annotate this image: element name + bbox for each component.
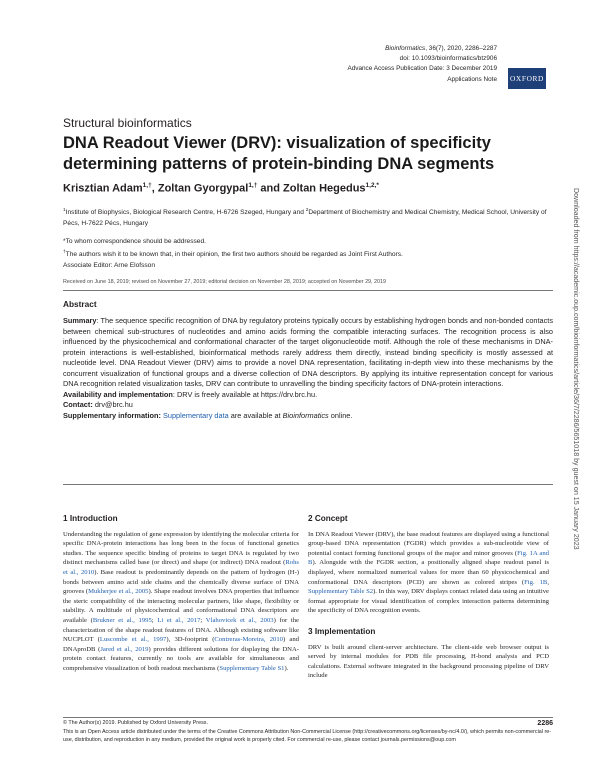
journal-name: Bioinformatics <box>385 45 426 52</box>
supplementary-table-link[interactable]: Supplementary Table S2 <box>308 588 374 596</box>
left-column <box>63 514 299 674</box>
article-type: Applications Note <box>447 75 497 83</box>
supplementary-link[interactable]: Supplementary data <box>162 410 229 420</box>
abstract-summary: Summary: The sequence specific recognition of DNA by regulatory proteins typically occurs by establishing hydrogen bonds and non-bonded contacts between chemical sub-structures of nucleotides and amino acids forming the compatible interacting surfaces. The recognition process is also influenced by the physicochemical and conformational character of the target oligonucleotide motif. Although the role of these mechanisms in DNA-protein interactions is well-established, bioinformatical methods rarely address them directly, instead binding specificity is mostly assessed at nucleotide level. DNA Readout Viewer (DRV) aims to provide a novel DNA representation, facilitating in-depth view into these mechanisms by the concurrent visualization of functional groups and a diverse collection of DNA descriptors. By applying its intuitive representation concept for various DNA recognition related visualization tasks, DRV can contribute to unravelling the binding specificity factors of DNA-protein interactions. <box>63 316 553 389</box>
implementation-paragraph: DRV is built around client-server architecture. The client-side web browser output is served by internal modules for PDB file processing, H-bond analysis and PCD calculations. External software integrated in the background processing pipeline of DRV include <box>308 643 549 680</box>
citation-link[interactable]: Contreras-Moreira, 2010 <box>214 636 283 644</box>
abstract-body <box>63 316 553 421</box>
citation-link[interactable]: Jared et al., 2019 <box>100 645 149 653</box>
introduction-heading: 1 Introduction <box>63 514 118 523</box>
received-dates: Received on June 18, 2019; revised on November 27, 2019; editorial decision on November 28, 2019; accepted on November 29, 2019 <box>63 279 387 285</box>
figure-link[interactable]: Fig. 1B <box>524 578 548 586</box>
abstract-contact: Contact: drv@brc.hu <box>63 400 133 410</box>
associate-editor: Associate Editor: Arne Elofsson <box>63 261 155 269</box>
footer-divider <box>63 717 553 718</box>
implementation-heading: 3 Implementation <box>308 626 376 636</box>
article-title: DNA Readout Viewer (DRV): visualization of specificity determining patterns of protein-binding DNA segments <box>63 134 495 173</box>
author-name: Zoltan Hegedus <box>283 182 366 195</box>
license-text: This is an Open Access article distributed under the terms of the Creative Commons Attribution Non-Commercial License (http://creativecommons.org/licenses/by-nc/4.0/), which permits non-commercial re-use, distribution, and reproduction in any medium, provided the original work is properly cited. For commercial re-use, please contact journals.permissions@oup.com <box>63 729 552 743</box>
copyright: © The Author(s) 2019. Published by Oxford University Press. <box>63 720 208 726</box>
divider <box>63 484 553 485</box>
figure-link[interactable]: Fig. 1A and B <box>308 549 549 567</box>
citation-link[interactable]: Brukner et al., 1995 <box>92 616 152 624</box>
journal-header <box>347 44 497 85</box>
access-date: Advance Access Publication Date: 3 December 2019 <box>347 65 497 73</box>
citation-link[interactable]: Supplementary Table S1 <box>219 664 285 672</box>
abstract-supplementary: Supplementary information: Supplementary data are available at Bioinformatics online. <box>63 410 353 420</box>
author-name: Krisztian Adam <box>63 182 143 195</box>
download-note <box>572 188 590 658</box>
download-note-text: Downloaded from https://academic.oup.com/bioinformatics/article/36/7/2286/5651018 by guest on 15 January 2023 <box>572 188 580 550</box>
equal-contribution-note: †The authors wish it to be known that, in their opinion, the first two authors should be regarded as Joint First Authors. <box>63 249 403 258</box>
abstract-availability: Availability and implementation: DRV is freely available at https://drv.brc.hu. <box>63 389 318 399</box>
concept-paragraph: In DNA Readout Viewer (DRV), the base readout features are displayed using a functional group-based DNA representation (FGDR) which provides a sub-nucleotide view of potential contact forming functional groups of the major and minor grooves (Fig. 1A and B). Alongside with the FGDR section, a positionally aligned shape readout panel is displayed, where normalized numerical values for more than 60 physicochemical and conformational DNA descriptors (PCD) are shown as colored stripes (Fig. 1B, Supplementary Table S2). In this way, DRV displays contact related data using an intuitive format appropriate for visual identification of complex interaction patterns determining the specificity of DNA recognition events. <box>308 530 549 615</box>
page-number: 2286 <box>537 720 553 727</box>
journal-citation: Bioinformatics, 36(7), 2020, 2286–2287 <box>385 45 497 52</box>
citation-link[interactable]: Luscombe et al., 1997 <box>99 636 167 644</box>
concept-heading: 2 Concept <box>308 514 348 523</box>
author-notes <box>63 237 553 272</box>
correspondence-note: *To whom correspondence should be addressed. <box>63 238 206 245</box>
doi[interactable]: doi: 10.1093/bioinformatics/btz906 <box>399 55 497 63</box>
right-column <box>308 514 549 681</box>
affiliations: $^1$Institute of Biophysics, Biological Research Centre, H-6726 Szeged, Hungary and $^2$Department of Biochemistry and Medical Chemistry, Medical School, University of Pécs, H-7622 Pécs, Hungary <box>63 208 547 227</box>
divider <box>63 290 553 291</box>
oxford-logo: OXFORD <box>508 68 546 89</box>
citation-link[interactable]: Li et al., 2017 <box>157 616 201 624</box>
introduction-paragraph: Understanding the regulation of gene expression by identifying the molecular criteria for specific DNA-protein interactions has long been in the focus of functional genetics studies. The sequence specific binding of proteins to target DNA is regulated by two distinct mechanisms called base (or direct) and shape (or indirect) DNA readout (Rohs et al., 2010). Base readout is predominantly depends on the pattern of hydrogen (H-) bonds between amino acid side chains and the chemically diverse surface of DNA grooves (Mukherjee et al., 2005). Shape readout involves DNA properties that influence the steric compatibility of the interacting molecular partners, like shape, flexibility or stability. A multitude of physicochemical and conformational DNA descriptors are available (Brukner et al., 1995; Li et al., 2017; Vlahovicek et al., 2003) for the characterization of the shape readout features of DNA. Although existing software like NUCPLOT (Luscombe et al., 1997), 3D-footprint (Contreras-Moreira, 2010) and DNAproDB (Jared et al., 2019) provides different solutions for displaying the DNA-protein contact features, currently no tools are available for simultaneous and comprehensive visualization of both readout mechanisms (Supplementary Table S1). <box>63 530 299 672</box>
author-list: Krisztian Adam$^{1,\dagger}$, Zoltan Gyorgypal$^{1,\dagger}$ and Zoltan Hegedus$^{1,2,*}$ <box>63 182 379 195</box>
author-name: Zoltan Gyorgypal <box>157 182 249 195</box>
citation-link[interactable]: Mukherjee et al., 2005 <box>88 588 149 596</box>
citation-link[interactable]: Vlahovicek et al., 2003 <box>205 616 274 624</box>
abstract-heading: Abstract <box>63 299 97 309</box>
citation-link[interactable]: Rohs et al., 2010 <box>63 559 299 576</box>
section-label: Structural bioinformatics <box>63 116 192 130</box>
